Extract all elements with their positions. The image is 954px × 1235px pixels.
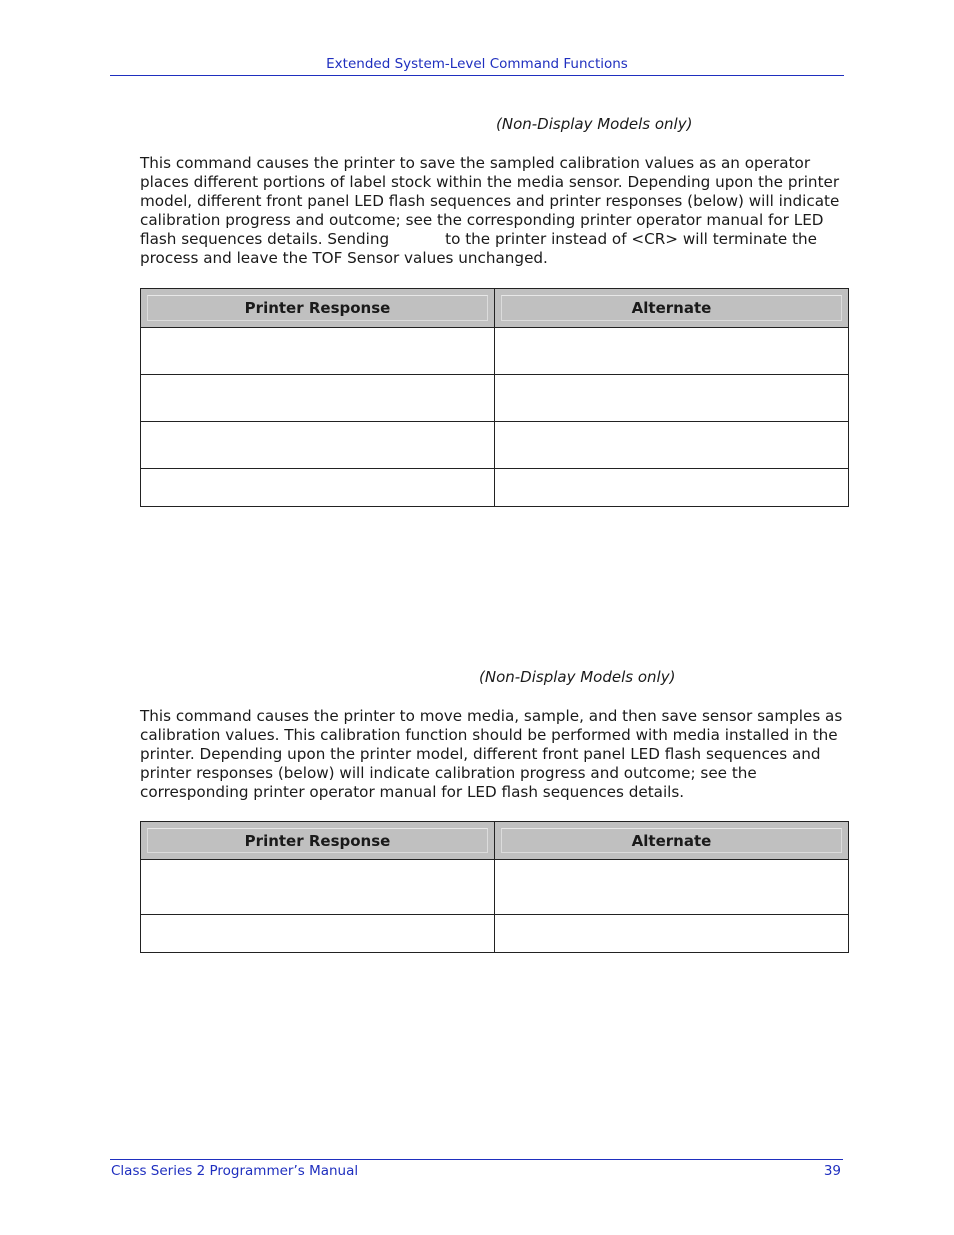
table-cell [141, 469, 495, 507]
footer-page-number: 39 [823, 1163, 841, 1179]
column-header-printer-response: Printer Response [141, 822, 495, 860]
table-cell [495, 860, 849, 915]
table-cell [141, 375, 495, 422]
section1-description-part1: This command causes the printer to save the sampled calibration values as an operator places different portions of label stock within the media sensor. Depending upon the printer model, different front panel LED flash sequences and printer responses (below) will indicate calibration progress and outcome; see the corresponding printer operator manual for LED flash sequences details. Sending [140, 154, 840, 249]
table-header-row [141, 289, 849, 328]
table-cell [141, 422, 495, 469]
header-title: Extended System-Level Command Functions [326, 56, 628, 72]
running-footer [110, 1159, 843, 1179]
section1-model-note: (Non-Display Models only) [496, 115, 693, 133]
section2-response-table [140, 821, 849, 953]
section1-description-part2: to the printer instead of <CR> will terminate the process and leave the TOF Sensor values unchanged. [140, 230, 817, 268]
column-header-alternate: Alternate [495, 289, 849, 328]
table-header-row [141, 822, 849, 860]
column-header-alternate: Alternate [495, 822, 849, 860]
table-row [141, 915, 849, 953]
table-cell [141, 328, 495, 375]
table-row [141, 328, 849, 375]
section1-description [140, 154, 852, 269]
table-row [141, 375, 849, 422]
running-header [110, 56, 844, 76]
table-cell [495, 915, 849, 953]
table-row [141, 860, 849, 915]
table-cell [141, 860, 495, 915]
table-cell [495, 422, 849, 469]
table-row [141, 469, 849, 507]
table-cell [141, 915, 495, 953]
table-cell [495, 375, 849, 422]
table-cell [495, 328, 849, 375]
footer-manual-title: Class Series 2 Programmer’s Manual [111, 1163, 359, 1179]
section1-response-table [140, 288, 849, 507]
section2-description: This command causes the printer to move media, sample, and then save sensor samples as calibration values. This calibration function should be performed with media installed in the printer. Depending upon the printer model, different front panel LED flash sequences and printer responses (below) will indicate calibration progress and outcome; see the corresponding printer operator manual for LED flash sequences details. [140, 707, 843, 802]
table-row [141, 422, 849, 469]
section2-model-note: (Non-Display Models only) [479, 668, 676, 686]
column-header-printer-response: Printer Response [141, 289, 495, 328]
table-cell [495, 469, 849, 507]
